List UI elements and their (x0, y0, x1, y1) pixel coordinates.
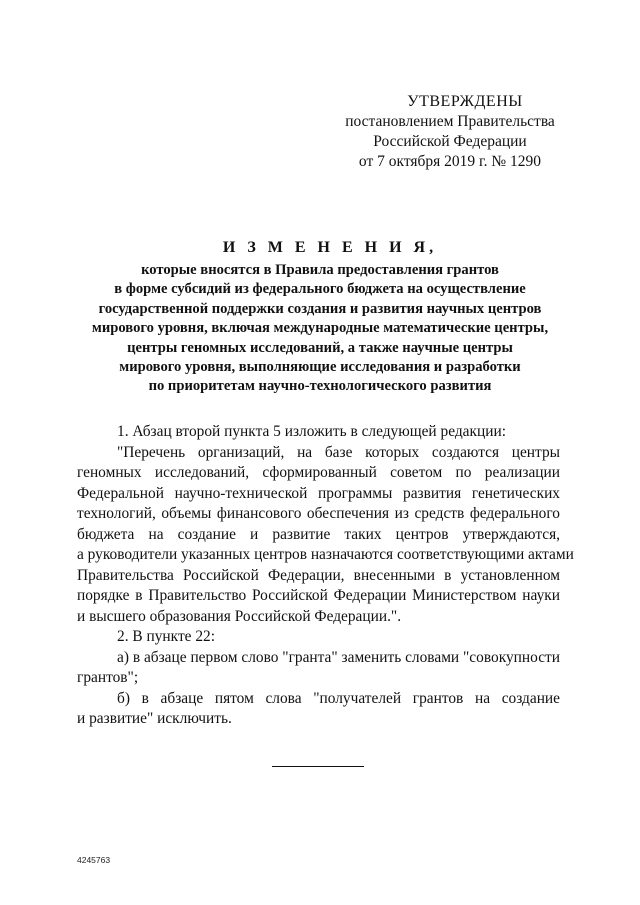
item-1-line: порядке в Правительство Российской Федерации Министерством науки (77, 587, 560, 604)
document-code: 4245763 (77, 855, 111, 865)
approval-line-1: постановлением Правительства (345, 113, 555, 130)
approval-block (330, 92, 570, 172)
subtitle-line: в форме субсидий из федерального бюджета на осуществление (114, 281, 526, 298)
item-1-line: "Перечень организаций, на базе которых создаются центры (117, 443, 560, 461)
document-subtitle (60, 261, 580, 397)
item-2-heading: 2. В пункте 22: (117, 628, 216, 645)
closing-rule (272, 766, 364, 767)
item-1-line: технологий, объемы финансового обеспечения из средств федерального (77, 505, 560, 522)
subtitle-line: государственной поддержки создания и развития научных центров (98, 300, 542, 317)
subtitle-line: по приоритетам научно-технологического развития (148, 378, 492, 395)
item-1-line: бюджета на создание и развитие таких центров утверждаются, (77, 525, 560, 543)
item-1-line: а руководители указанных центров назначаются соответствующими актами (77, 546, 574, 563)
item-2b-line: б) в абзаце пятом слова "получателей грантов на создание (117, 689, 560, 707)
item-2a-line: а) в абзаце первом слово "гранта" заменить словами "совокупности (117, 648, 560, 666)
document-body (77, 422, 574, 730)
item-2b-line: и развитие" исключить. (77, 710, 232, 727)
approval-heading: УТВЕРЖДЕНЫ (407, 93, 523, 110)
item-1-line: Федеральной научно-технической программы развития генетических (77, 484, 560, 502)
document-title: И З М Е Н Е Н И Я, (222, 239, 438, 256)
approval-line-2: Российской Федерации (373, 133, 527, 150)
subtitle-line: которые вносятся в Правила предоставления грантов (141, 262, 499, 278)
subtitle-line: центры геномных исследований, а также научные центры (127, 339, 513, 356)
item-1-line: геномных исследований, сформированный советом по реализации (77, 464, 560, 481)
subtitle-line: мирового уровня, выполняющие исследования и разработки (119, 359, 521, 376)
item-2a-line: грантов"; (77, 669, 139, 686)
approval-line-3: от 7 октября 2019 г. № 1290 (358, 153, 542, 170)
subtitle-line: мирового уровня, включая международные математические центры, (91, 320, 549, 337)
item-1-heading: 1. Абзац второй пункта 5 изложить в следующей редакции: (117, 423, 506, 440)
item-1-line: Правительства Российской Федерации, внесенными в установленном (77, 566, 560, 584)
item-1-line: и высшего образования Российской Федерации.". (77, 607, 402, 625)
